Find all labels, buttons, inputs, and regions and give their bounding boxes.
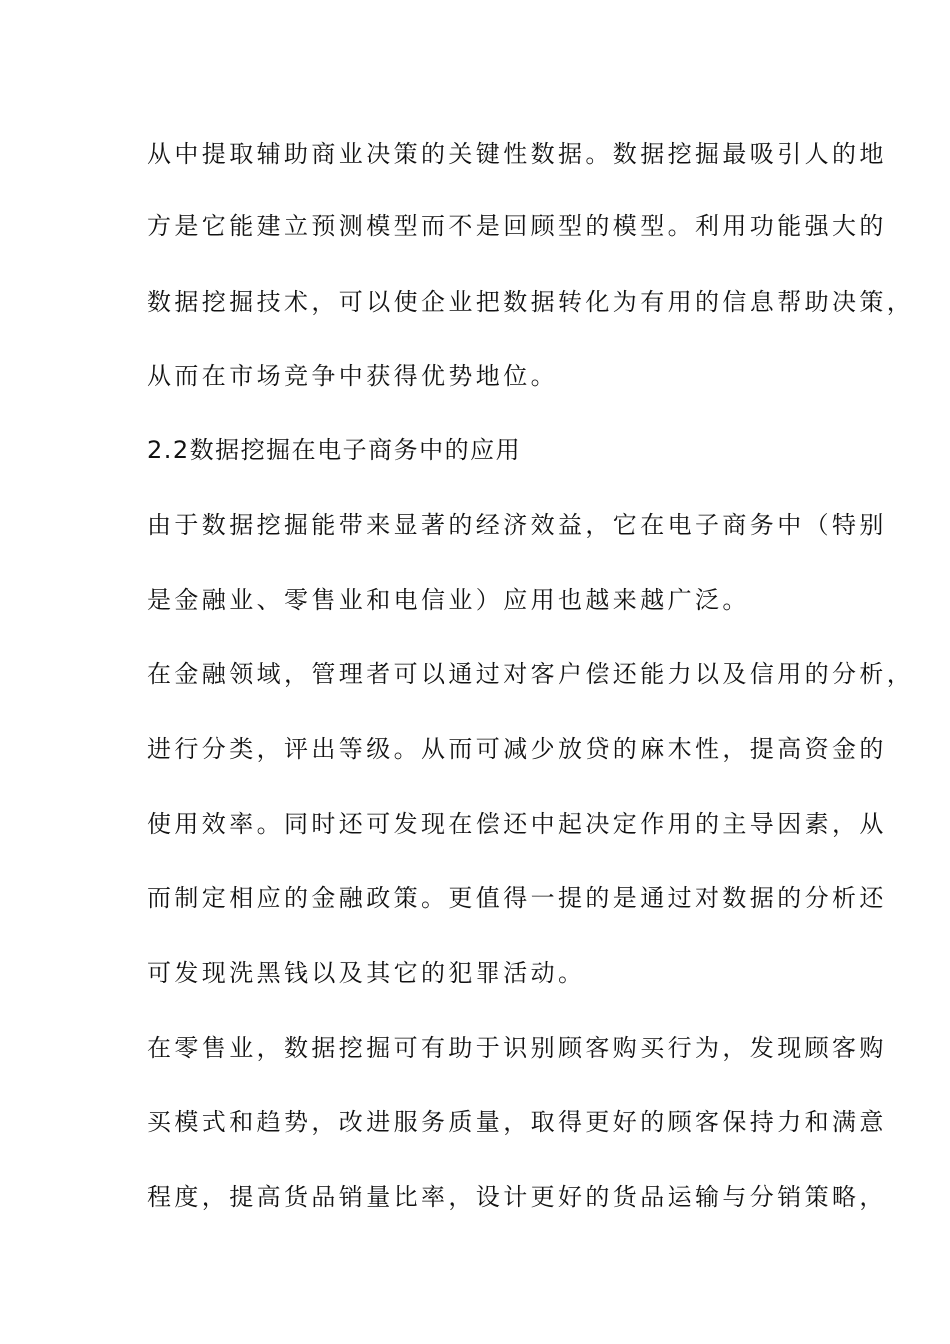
text-line: 在零售业，数据挖掘可有助于识别顾客购买行为，发现顾客购 [147, 1034, 887, 1062]
text-line: 买模式和趋势，改进服务质量，取得更好的顾客保持力和满意 [147, 1108, 887, 1136]
text-line: 数据挖掘技术，可以使企业把数据转化为有用的信息帮助决策， [147, 288, 915, 316]
section-heading: 2.2数据挖掘在电子商务中的应用 [147, 436, 522, 464]
text-line: 使用效率。同时还可发现在偿还中起决定作用的主导因素，从 [147, 810, 887, 838]
text-line: 进行分类，评出等级。从而可减少放贷的麻木性，提高资金的 [147, 735, 887, 763]
text-line: 从中提取辅助商业决策的关键性数据。数据挖掘最吸引人的地 [147, 140, 887, 168]
text-line: 程度，提高货品销量比率，设计更好的货品运输与分销策略， [147, 1183, 887, 1211]
text-line: 是金融业、零售业和电信业）应用也越来越广泛。 [147, 586, 750, 614]
text-line: 由于数据挖掘能带来显著的经济效益，它在电子商务中（特别 [147, 511, 887, 539]
text-line: 可发现洗黑钱以及其它的犯罪活动。 [147, 959, 586, 987]
text-line: 而制定相应的金融政策。更值得一提的是通过对数据的分析还 [147, 884, 887, 912]
text-line: 从而在市场竞争中获得优势地位。 [147, 362, 558, 390]
text-line: 方是它能建立预测模型而不是回顾型的模型。利用功能强大的 [147, 212, 887, 240]
text-line: 在金融领域，管理者可以通过对客户偿还能力以及信用的分析， [147, 660, 915, 688]
